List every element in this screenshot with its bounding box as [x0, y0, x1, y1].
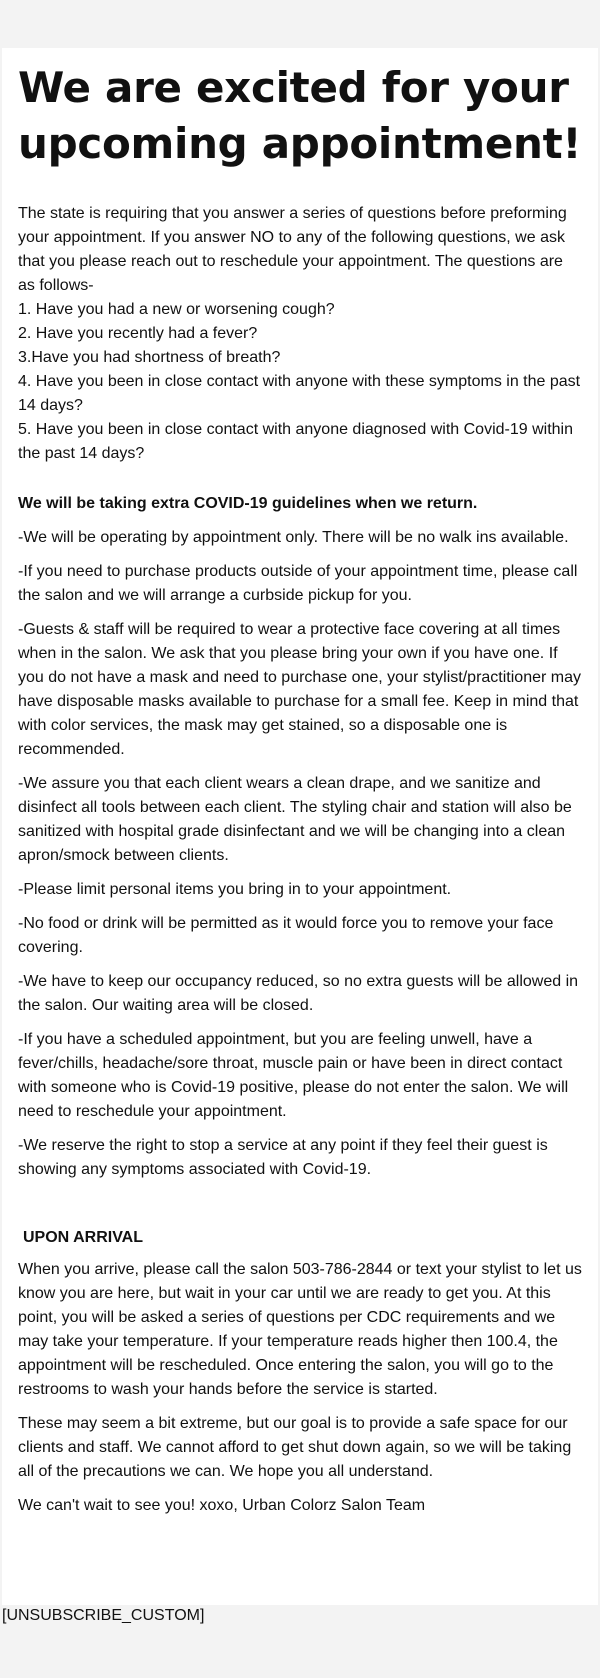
signoff-text: We can't wait to see you! xoxo, Urban Colorz Salon Team [18, 1497, 426, 1514]
intro-section [18, 202, 582, 466]
guideline-item: -We have to keep our occupancy reduced, so no extra guests will be allowed in the salon. Our waiting area will be closed. [18, 973, 579, 1014]
email-content [2, 48, 598, 1518]
arrival-heading: UPON ARRIVAL [23, 1229, 143, 1246]
question-item: 3.Have you had shortness of breath? [18, 349, 281, 366]
closing-paragraph: These may seem a bit extreme, but our goal is to provide a safe space for our clients and staff. We cannot afford to get shut down again, so we will be taking all of the precautions we can. We hope you all understand. [18, 1415, 572, 1480]
arrival-paragraph: When you arrive, please call the salon 503-786-2844 or text your stylist to let us know you are here, but wait in your car until we are ready to get you. At this point, you will be asked a series of questions per CDC requirements and we may take your temperature. If your temperature reads higher then 100.4, the appointment will be rescheduled. Once entering the salon, you will go to the restrooms to wash your hands before the service is started. [18, 1261, 582, 1398]
question-item: 2. Have you recently had a fever? [18, 325, 258, 342]
guideline-item: -If you have a scheduled appointment, but you are feeling unwell, have a fever/chills, headache/sore throat, muscle pain or have been in direct contact with someone who is Covid-19 positive, please do not enter the salon. We will need to reschedule your appointment. [18, 1031, 569, 1120]
guideline-item: -Please limit personal items you bring in to your appointment. [18, 881, 452, 898]
email-card [2, 48, 598, 1605]
guideline-item: -Guests & staff will be required to wear a protective face covering at all times when in the salon. We ask that you please bring your own if you have one. If you do not have a mask and need to purchase one, your stylist/practitioner may have disposable masks available to purchase for a small fee. Keep in mind that with color services, the mask may get stained, so a disposable one is recommended. [18, 621, 581, 758]
guideline-item: -We reserve the right to stop a service at any point if they feel their guest is showing any symptoms associated with Covid-19. [18, 1137, 548, 1178]
guidelines-heading: We will be taking extra COVID-19 guidelines when we return. [18, 495, 478, 512]
question-item: 4. Have you been in close contact with anyone with these symptoms in the past 14 days? [18, 373, 581, 414]
question-item: 5. Have you been in close contact with anyone diagnosed with Covid-19 within the past 14 days? [18, 421, 573, 462]
guideline-item: -We will be operating by appointment only. There will be no walk ins available. [18, 529, 569, 546]
intro-paragraph: The state is requiring that you answer a series of questions before preforming your appointment. If you answer NO to any of the following questions, we ask that you please reach out to reschedule your appointment. The questions are as follows- [18, 205, 567, 294]
guideline-item: -If you need to purchase products outside of your appointment time, please call the salon and we will arrange a curbside pickup for you. [18, 563, 578, 604]
guideline-item: -We assure you that each client wears a clean drape, and we sanitize and disinfect all tools between each client. The styling chair and station will also be sanitized with hospital grade disinfectant and we will be changing into a clean apron/smock between clients. [18, 775, 572, 864]
unsubscribe-link[interactable]: [UNSUBSCRIBE_CUSTOM] [2, 1607, 205, 1624]
page-title: We are excited for your upcoming appointment! [18, 63, 582, 168]
guideline-item: -No food or drink will be permitted as it would force you to remove your face covering. [18, 915, 554, 956]
question-item: 1. Have you had a new or worsening cough? [18, 301, 335, 318]
